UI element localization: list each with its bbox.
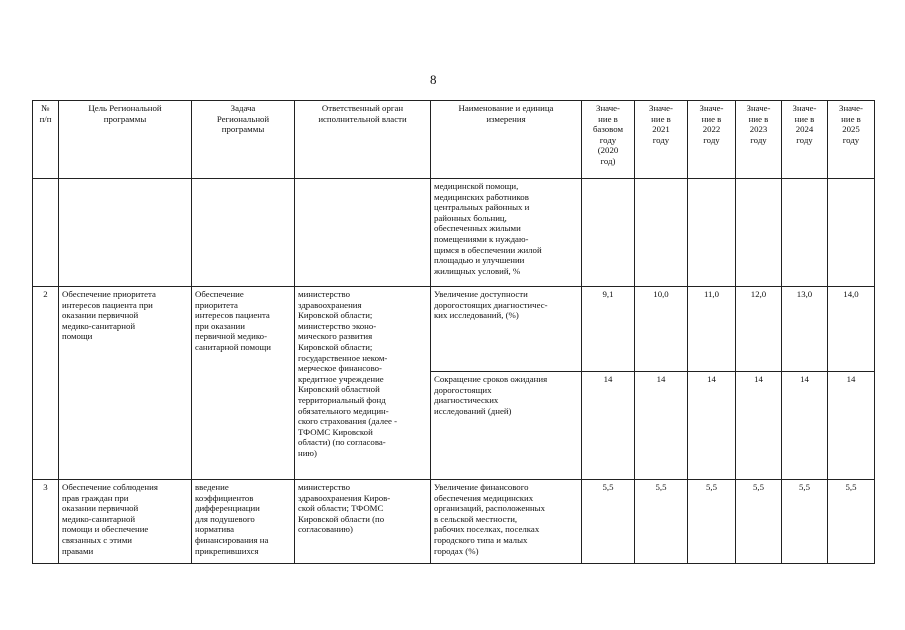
cell-task: введение коэффициентов дифференциации для подушевого норматива финансирования на прикрепившихся [192, 480, 295, 564]
cell-empty [59, 179, 192, 287]
cell-value: 14 [828, 372, 875, 480]
cell-value: 11,0 [688, 287, 736, 372]
cell-value: 14,0 [828, 287, 875, 372]
cell-value: 5,5 [635, 480, 688, 564]
cell-num: 2 [33, 287, 59, 480]
table-row [33, 480, 875, 564]
cell-value: 14 [635, 372, 688, 480]
page-number: 8 [430, 72, 437, 87]
table-header-row [33, 101, 875, 179]
cell-value: 14 [688, 372, 736, 480]
program-table [32, 100, 875, 564]
header-goal: Цель Региональной программы [59, 101, 192, 179]
cell-goal: Обеспечение приоритета интересов пациента при оказании первичной медико-санитарной помощи [59, 287, 192, 480]
header-indicator: Наименование и единица измерения [431, 101, 582, 179]
cell-value: 10,0 [635, 287, 688, 372]
table-row [33, 287, 875, 372]
cell-empty [736, 179, 782, 287]
cell-value: 14 [782, 372, 828, 480]
cell-empty [635, 179, 688, 287]
cell-organ: министерство здравоохранения Киров- ской области; ТФОМС Кировской области (по согласованию) [295, 480, 431, 564]
header-2022: Значе- ние в 2022 году [688, 101, 736, 179]
cell-value: 5,5 [782, 480, 828, 564]
cell-empty [582, 179, 635, 287]
header-organ: Ответственный орган исполнительной власти [295, 101, 431, 179]
cell-indicator: медицинской помощи, медицинских работников центральных районных и районных больниц, обеспеченных жилыми помещениями к нуждаю- щимся в обеспечении жилой площадью и улучшении жилищных условий, % [431, 179, 582, 287]
cell-value: 14 [582, 372, 635, 480]
header-base-year: Значе- ние в базовом году (2020 год) [582, 101, 635, 179]
cell-empty [192, 179, 295, 287]
header-2021: Значе- ние в 2021 году [635, 101, 688, 179]
cell-value: 5,5 [582, 480, 635, 564]
cell-value: 12,0 [736, 287, 782, 372]
cell-num: 3 [33, 480, 59, 564]
cell-goal: Обеспечение соблюдения прав граждан при оказании первичной медико-санитарной помощи и обеспечение связанных с этими правами [59, 480, 192, 564]
table-row [33, 179, 875, 287]
cell-empty [295, 179, 431, 287]
cell-empty [33, 179, 59, 287]
cell-organ: министерство здравоохранения Кировской области; министерство эконо- мического развития Кировской области; государственное неком- мерческое финансово- кредитное учреждение Кировский областной территориальный фонд обязательного медицин- ского страхования (далее - ТФОМС Кировской области) (по согласова- нию) [295, 287, 431, 480]
cell-indicator: Увеличение доступности дорогостоящих диагностичес- ких исследований, (%) [431, 287, 582, 372]
cell-value: 9,1 [582, 287, 635, 372]
cell-value: 14 [736, 372, 782, 480]
cell-value: 5,5 [736, 480, 782, 564]
cell-value: 13,0 [782, 287, 828, 372]
cell-indicator: Увеличение финансового обеспечения медицинских организаций, расположенных в сельской местности, рабочих поселках, поселках городского типа и малых городах (%) [431, 480, 582, 564]
cell-task: Обеспечение приоритета интересов пациента при оказании первичной медико- санитарной помощи [192, 287, 295, 480]
header-task: Задача Региональной программы [192, 101, 295, 179]
cell-empty [828, 179, 875, 287]
header-2023: Значе- ние в 2023 году [736, 101, 782, 179]
cell-value: 5,5 [828, 480, 875, 564]
header-2025: Значе- ние в 2025 году [828, 101, 875, 179]
cell-indicator: Сокращение сроков ожидания дорогостоящих диагностических исследований (дней) [431, 372, 582, 480]
cell-empty [782, 179, 828, 287]
header-2024: Значе- ние в 2024 году [782, 101, 828, 179]
cell-empty [688, 179, 736, 287]
cell-value: 5,5 [688, 480, 736, 564]
header-num: № п/п [33, 101, 59, 179]
